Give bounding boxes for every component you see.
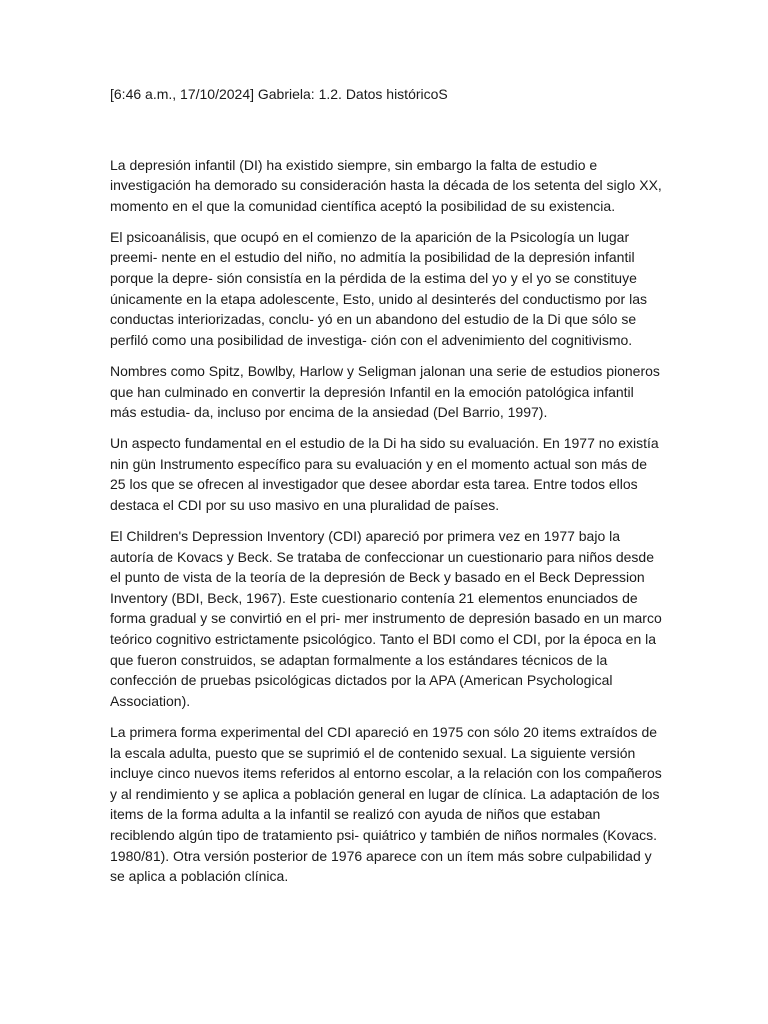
document-page	[110, 84, 662, 897]
paragraph-5: El Children's Depression Inventory (CDI) apareció por primera vez en 1977 bajo la autoría de Kovacs y Beck. Se trataba de confeccionar un cuestionario para niños desde el punto de vista de la teoría de la depresión de Beck y basado en el Beck Depression Inventory (BDI, Beck, 1967). Este cuestionario contenía 21 elementos enunciados de forma gradual y se convirtió en el pri- mer instrumento de depresión basado en un marco teórico cognitivo estrictamente psicológico. Tanto el BDI como el CDI, por la época en la que fueron construidos, se adaptan formalmente a los estándares técnicos de la confección de pruebas psicológicas dictados por la APA (American Psychological Association).	[110, 528, 662, 709]
paragraph-4: Un aspecto fundamental en el estudio de la Di ha sido su evaluación. En 1977 no existía nin gün Instrumento específico para su evaluación y en el momento actual son más de 25 los que se ofrecen al investigador que desee abordar esta tarea. Entre todos ellos destaca el CDI por su uso masivo en una pluralidad de países.	[110, 435, 659, 513]
paragraph-2: El psicoanálisis, que ocupó en el comienzo de la aparición de la Psicología un lugar preemi- nente en el estudio del niño, no admitía la posibilidad de la depresión infantil porque la depre- sión consistía en la pérdida de la estima del yo y el yo se constituye únicamente en la etapa adolescente, Esto, unido al desinterés del conductismo por las conductas interiorizadas, conclu- yó en un abandono del estudio de la Di que sólo se perfiló como una posibilidad de investiga- ción con el advenimiento del cognitivismo.	[110, 228, 648, 348]
paragraph-6: La primera forma experimental del CDI apareció en 1975 con sólo 20 items extraídos de la escala adulta, puesto que se suprimió el de contenido sexual. La siguiente versión incluye cinco nuevos items referidos al entorno escolar, a la relación con los compañeros y al rendimiento y se aplica a población general en lugar de clínica. La adaptación de los items de la forma adulta a la infantil se realizó con ayuda de niños que estaban reciblendo algún tipo de tratamiento psi- quiátrico y también de niños normales (Kovacs. 1980/81). Otra versión posterior de 1976 aparece con un ítem más sobre culpabilidad y se aplica a población clínica.	[110, 723, 662, 885]
paragraph-3: Nombres como Spitz, Bowlby, Harlow y Seligman jalonan una serie de estudios pioneros que han culminado en convertir la depresión Infantil en la emoción patológica infantil más estudia- da, incluso por encima de la ansiedad (Del Barrio, 1997).	[110, 362, 660, 421]
paragraph-1: La depresión infantil (DI) ha existido siempre, sin embargo la falta de estudio e investigación ha demorado su consideración hasta la década de los setenta del siglo XX, momento en el que la comunidad científica aceptó la posibilidad de su existencia.	[110, 156, 662, 214]
message-header: [6:46 a.m., 17/10/2024] Gabriela: 1.2. Datos históricoS	[110, 86, 448, 102]
